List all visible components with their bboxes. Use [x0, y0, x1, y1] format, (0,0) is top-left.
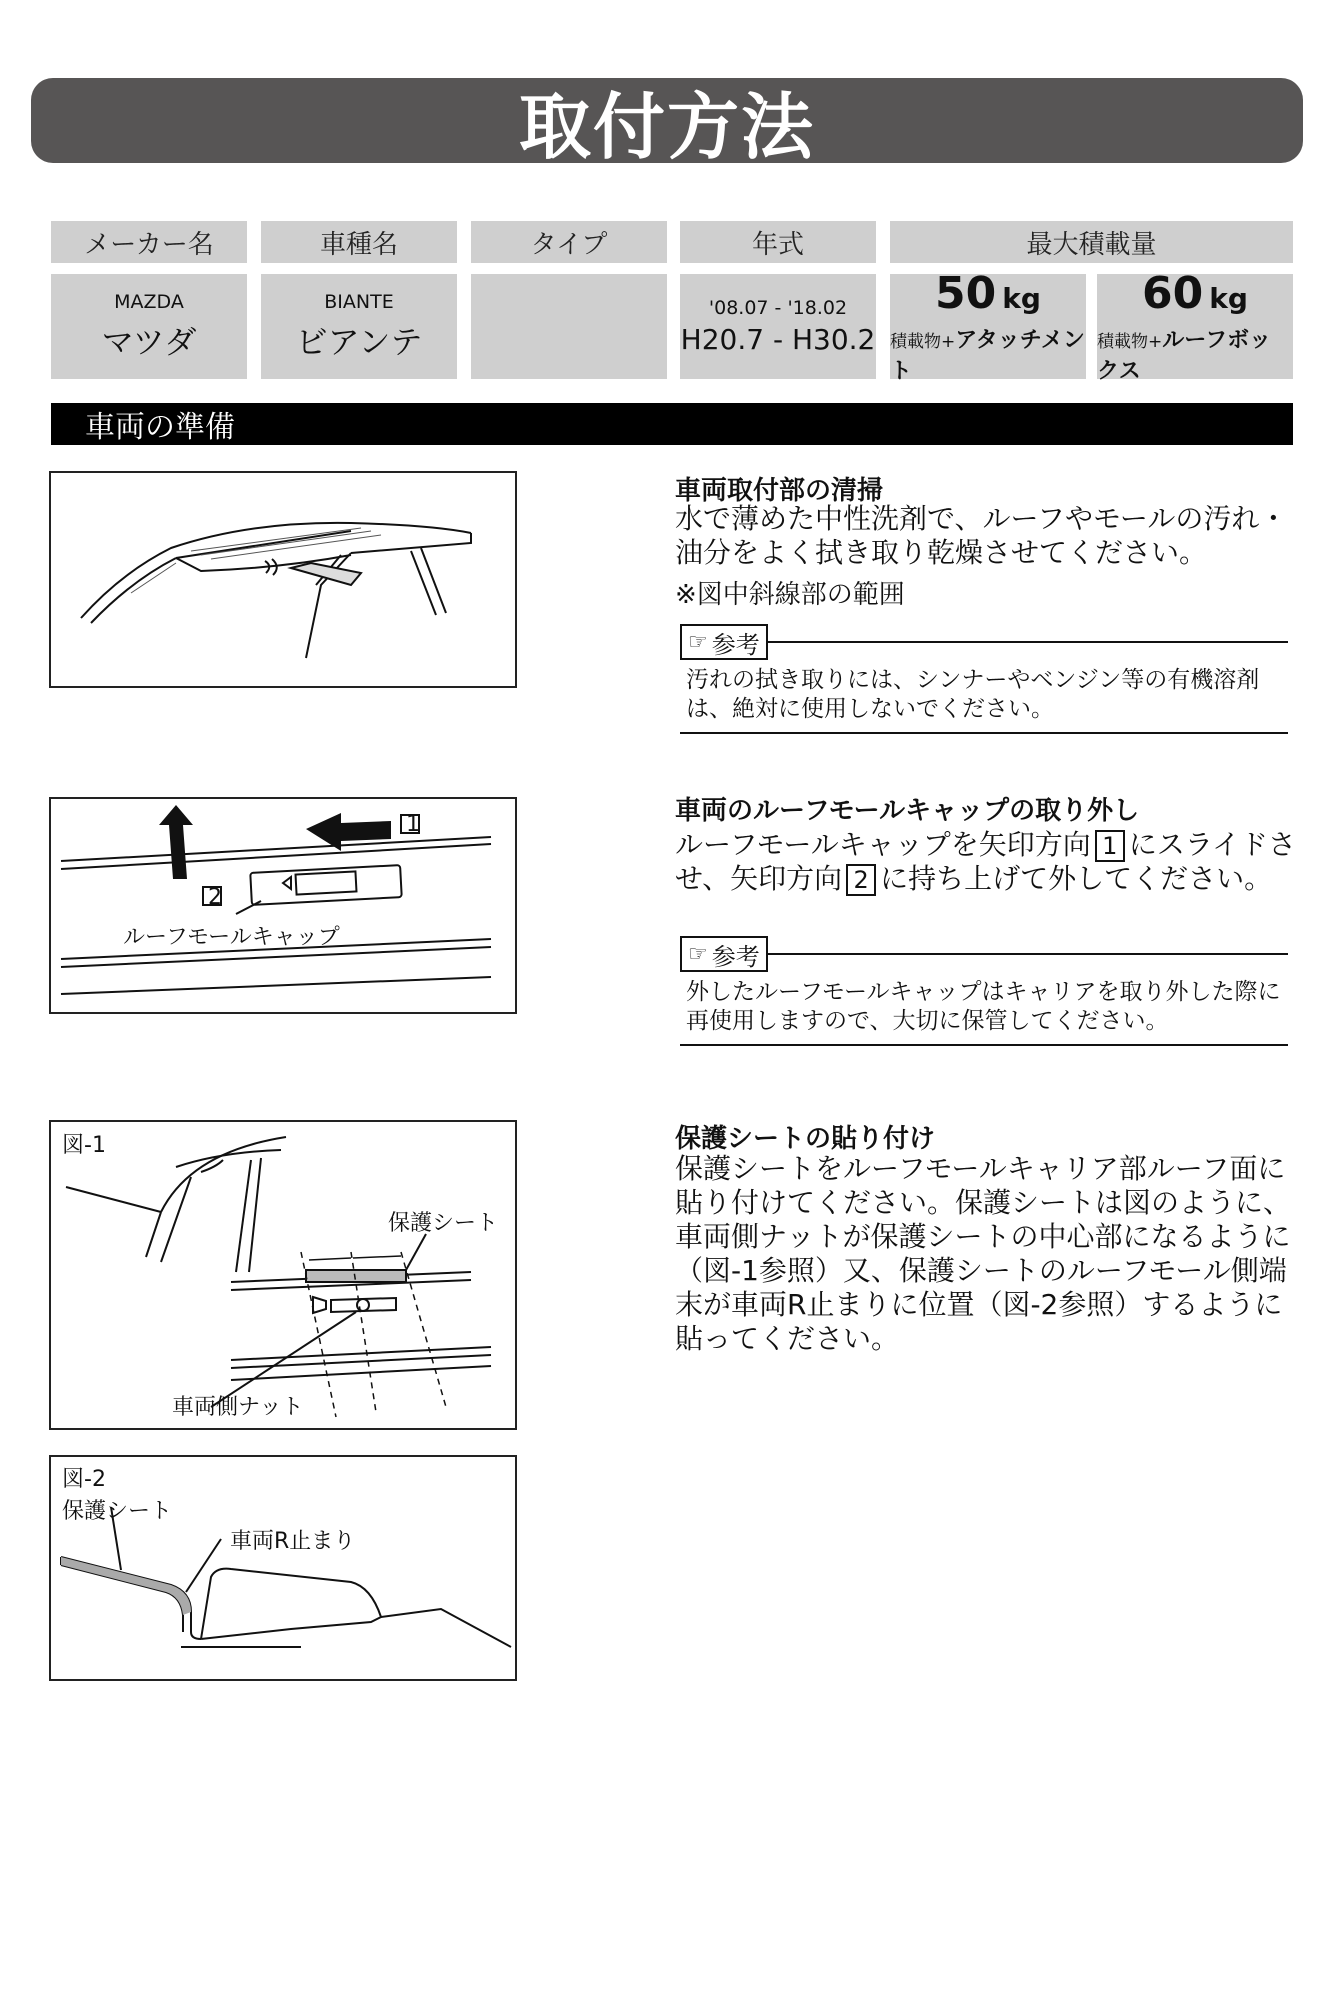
roof-mold-cap-illustration	[51, 799, 515, 1012]
figure-roof-cleaning	[49, 471, 517, 688]
load-box-caption-suffix: ルーフボックス	[1097, 328, 1272, 384]
step1-ref-label: 参考	[711, 630, 760, 659]
model-ja: ビアンテ	[295, 322, 423, 361]
fig1-nut-label: 車両側ナット	[172, 1395, 304, 1420]
step2-ref-label: 参考	[711, 942, 760, 971]
header-type: タイプ	[471, 221, 667, 263]
pointing-hand-icon: ☞	[688, 629, 708, 655]
step1-ref-text: 汚れの拭き取りには、シンナーやベンジン等の有機溶剤は、絶対に使用しないでください。	[686, 667, 1260, 722]
fig1-sheet-label: 保護シート	[388, 1211, 499, 1236]
fig2-num2: 2	[208, 885, 222, 910]
load-box-caption-prefix: 積載物+	[1097, 332, 1163, 352]
header-year: 年式	[680, 221, 876, 263]
step2-body-b: にスライドさせ、矢印方向	[675, 828, 1296, 895]
load-box-value: 60	[1142, 268, 1204, 319]
step1-note: ※図中斜線部の範囲	[675, 580, 905, 610]
step2-body-a: ルーフモールキャップを矢印方向	[675, 828, 1091, 861]
figure-roof-mold-cap	[49, 797, 517, 1014]
section-title: 車両の準備	[85, 410, 235, 445]
pointing-hand-icon: ☞	[688, 941, 708, 967]
step1-heading: 車両取付部の清掃	[675, 476, 884, 506]
divider	[768, 953, 1288, 955]
step1-reference	[680, 624, 1288, 734]
header-model: 車種名	[261, 221, 457, 263]
year-short: '08.07 - '18.02	[708, 297, 848, 319]
step2-body	[675, 828, 1305, 896]
cell-type	[471, 274, 667, 379]
load-box-unit: kg	[1209, 282, 1248, 315]
figure-1-protective-sheet	[49, 1120, 517, 1430]
figure-2-r-stop	[49, 1455, 517, 1681]
roof-cleaning-illustration	[51, 473, 515, 686]
step2-num1-box: 1	[1095, 830, 1125, 862]
step3-heading: 保護シートの貼り付け	[675, 1124, 936, 1154]
step2-num2-box: 2	[846, 864, 876, 896]
step2-heading: 車両のルーフモールキャップの取り外し	[675, 796, 1140, 826]
fig2-sheet-label: 保護シート	[62, 1499, 173, 1524]
fig2-num1: 1	[406, 812, 420, 837]
header-max-load: 最大積載量	[890, 221, 1293, 263]
step2-body-c: に持ち上げて外してください。	[880, 862, 1273, 895]
fig2-cap-label: ルーフモールキャップ	[123, 925, 340, 950]
step2-reference	[680, 936, 1288, 1046]
step3-body: 保護シートをルーフモールキャリア部ルーフ面に貼り付けてください。保護シートは図のように、車両側ナットが保護シートの中心部になるように（図-1参照）又、保護シートのルーフモール側端末が車両R止まりに位置（図-2参照）するように貼ってください。	[675, 1152, 1292, 1355]
fig2-stop-label: 車両R止まり	[230, 1529, 356, 1554]
fig2-label: 図-2	[62, 1467, 106, 1492]
load-attachment-caption-prefix: 積載物+	[890, 332, 956, 352]
step2-ref-tag	[680, 936, 768, 972]
page-title-bar	[31, 78, 1303, 169]
maker-en: MAZDA	[114, 290, 184, 313]
section-bar	[51, 403, 1293, 445]
step2-ref-text: 外したルーフモールキャップはキャリアを取り外した際に再使用しますので、大切に保管してください。	[686, 979, 1281, 1034]
cell-maker	[51, 274, 247, 379]
cell-load-box	[1097, 268, 1293, 384]
model-en: BIANTE	[324, 290, 394, 313]
step1-ref-tag	[680, 624, 768, 660]
cell-model	[261, 274, 457, 379]
fig1-label: 図-1	[62, 1133, 106, 1158]
protective-sheet-illustration	[51, 1122, 515, 1428]
year-era: H20.7 - H30.2	[680, 323, 876, 356]
divider	[768, 641, 1288, 643]
load-attachment-caption-suffix: アタッチメント	[890, 328, 1085, 384]
header-maker: メーカー名	[51, 221, 247, 263]
maker-ja: マツダ	[101, 322, 197, 361]
load-attachment-unit: kg	[1002, 282, 1041, 315]
cell-year	[680, 274, 876, 379]
page-title: 取付方法	[518, 84, 815, 169]
r-stop-illustration	[51, 1457, 515, 1679]
load-attachment-value: 50	[935, 268, 997, 319]
step1-body: 水で薄めた中性洗剤で、ルーフやモールの汚れ・油分をよく拭き取り乾燥させてください。	[675, 502, 1288, 569]
cell-load-attachment	[890, 268, 1086, 384]
